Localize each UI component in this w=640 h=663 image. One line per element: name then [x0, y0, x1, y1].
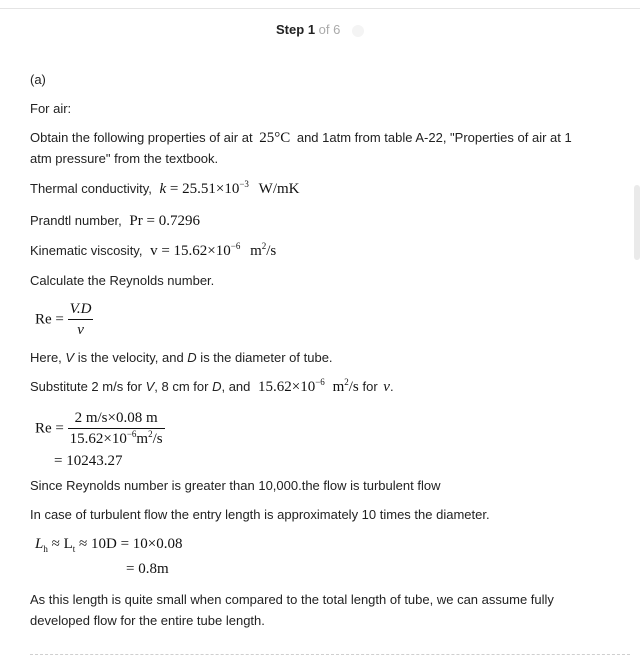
conclusion-line-2: developed flow for the entire tube length.: [30, 613, 265, 628]
entry-length-result: = 0.8m: [126, 561, 169, 577]
kinematic-viscosity-equation: $v = 15.62\times 10^{-6}$ $m^2/s$: [150, 241, 277, 259]
blurred-indicator-icon: [352, 25, 364, 37]
top-divider: [0, 8, 640, 9]
since-text: Since Reynolds number is greater than 10,000.the flow is turbulent flow: [30, 478, 441, 493]
calc-reynolds-text: Calculate the Reynolds number.: [30, 273, 215, 288]
reynolds-formula: Re = $\frac{V.D}{v}$: [35, 301, 92, 338]
here-definition-text: Here, V is the velocity, and D is the diameter of tube.: [30, 350, 333, 365]
reynolds-calculation: Re = $\frac{2 m/s\times 0.08 m}{15.62\times 10^{-6}m^2/s}$: [35, 410, 163, 447]
obtain-line-1: Obtain the following properties of air at 25°C and 1atm from table A-22, "Properties of air at 1: [30, 130, 572, 146]
step-label: Step: [276, 22, 305, 37]
part-label: (a): [30, 72, 46, 87]
step-total: of 6: [318, 22, 341, 37]
prandtl-equation: Pr = 0.7296: [129, 213, 200, 229]
obtain-line-2: atm pressure" from the textbook.: [30, 151, 219, 166]
substitute-viscosity-value: $15.62\times 10^{-6}$ $m^2/s$: [258, 377, 359, 395]
prandtl-line: Prandtl number, Pr = 0.7296: [30, 213, 200, 229]
step-number: 1: [307, 22, 316, 37]
conclusion-line-1: As this length is quite small when compared to the total length of tube, we can assume fully: [30, 592, 554, 607]
for-air-text: For air:: [30, 101, 72, 116]
bottom-divider: [30, 654, 630, 655]
substitute-text: Substitute 2 m/s for V, 8 cm for D, and $15.62\times 10^{-6}$ $m^2/s$ for v.: [30, 377, 394, 395]
scrollbar-thumb[interactable]: [634, 185, 640, 260]
reynolds-result: = 10243.27: [54, 453, 123, 469]
kinematic-viscosity-line: Kinematic viscosity, $v = 15.62\times 10^{-6}$ $m^2/s$: [30, 241, 277, 259]
thermal-conductivity-line: Thermal conductivity, $k = 25.51\times 10^{-3}$ W/mK: [30, 179, 300, 197]
step-header: [0, 22, 640, 37]
thermal-conductivity-equation: $k = 25.51\times 10^{-3}$ W/mK: [159, 179, 300, 197]
reynolds-calc-fraction: $\frac{2 m/s\times 0.08 m}{15.62\times 10^{-6}m^2/s}$: [69, 410, 163, 447]
entry-length-equation: $L_h \approx L_t \approx 10D = 10\times 0.08$: [35, 536, 183, 554]
temperature-value: 25°C: [259, 130, 291, 146]
reynolds-fraction: $\frac{V.D}{v}$: [69, 301, 92, 338]
in-case-text: In case of turbulent flow the entry length is approximately 10 times the diameter.: [30, 507, 490, 522]
